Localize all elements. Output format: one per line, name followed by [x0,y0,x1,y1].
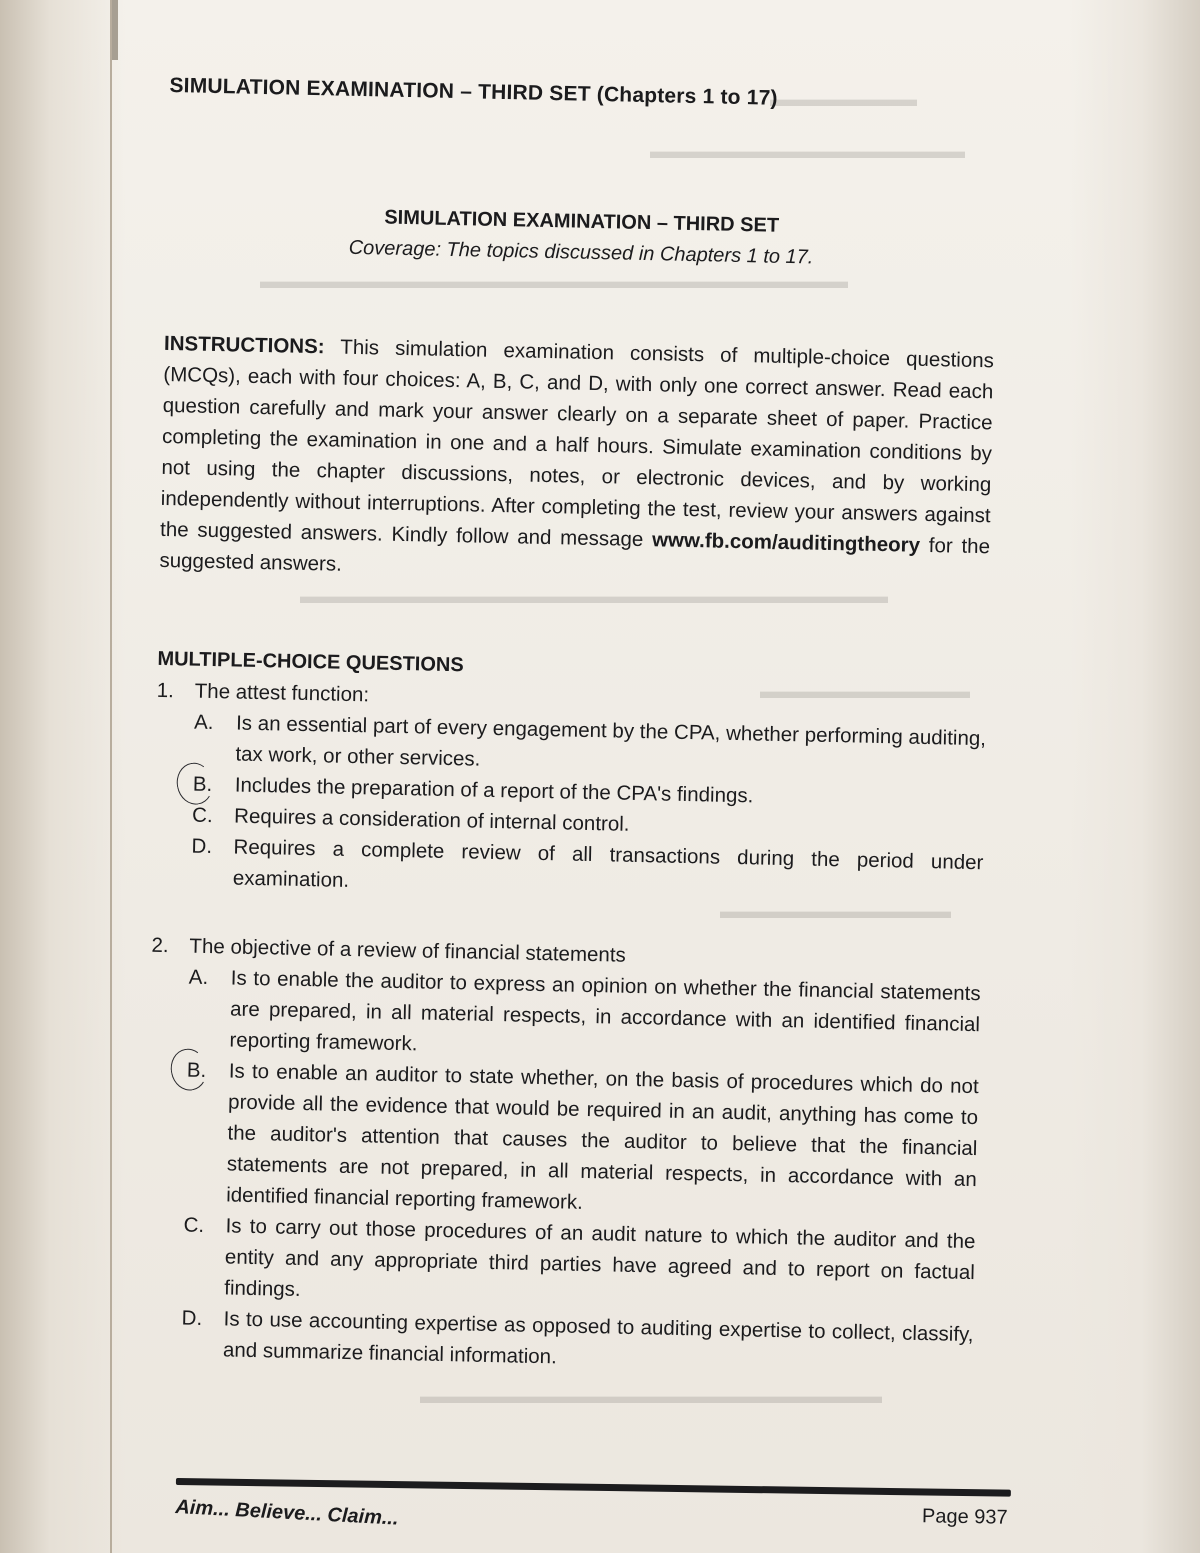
choice-text: Includes the preparation of a report of the CPA's findings. [234,773,754,808]
question-stem: The objective of a review of financial statements [189,934,627,967]
choice-text: Is to use accounting expertise as opposed to auditing expertise to collect, classify, and summarize financial information. [222,1307,974,1369]
choice-a [187,962,981,1072]
choice-text: Is an essential part of every engagement by the CPA, whether performing auditing, tax work, or other services. [235,711,987,771]
bleed-through-texture: ▬▬▬▬▬▬▬▬▬▬▬▬▬▬▬▬▬▬▬▬▬▬▬▬▬▬▬▬ [300,585,888,608]
choice-letter: D. [191,834,213,859]
choice-letter: A. [188,965,209,989]
question-number: 1. [156,678,175,703]
page-shadow-left [0,0,125,1553]
scan-mark [112,0,118,60]
choice-text: Is to enable an auditor to state whether, on the basis of procedures which do not provide all the evidence that would be required in an audit, anything has come to the auditor's attention that causes the auditor to believe that the financial statements are not prepared, in all material respects, in accordance with an identified financial reporting framework. [226,1059,979,1214]
question-2 [143,930,982,1381]
choice-letter: B. [186,1058,207,1082]
choice-text: Is to enable the auditor to express an opinion on whether the financial statements are prepared, in all material respects, in accordance with an identified financial reporting framework. [229,966,981,1056]
question-stem: The attest function: [194,679,370,707]
choice-b [184,1055,979,1227]
choice-letter: A. [193,710,214,735]
choice-letter: C. [191,803,213,828]
choice-text: Requires a consideration of internal control. [233,804,630,836]
choice-c [182,1210,976,1320]
page-edge-line [110,0,112,1553]
instructions-label: INSTRUCTIONS: [163,331,325,359]
exam-coverage: Coverage: The topics discussed in Chapters 1 to 17. [348,236,814,269]
page-content [143,60,1000,1381]
footer-rule [176,1478,1011,1497]
running-header: SIMULATION EXAMINATION – THIRD SET (Chapters 1 to 17) [169,73,778,110]
bleed-through-texture: ▬▬▬▬▬▬▬▬▬▬▬ [720,900,951,923]
choice-text: Is to carry out those procedures of an audit nature to which the auditor and the entity and any appropriate third parties have agreed and to report on factual findings. [224,1214,976,1302]
instructions-text-end: for the suggested answers. [159,533,991,576]
choice-letter: B. [192,772,213,797]
question-number: 2. [151,933,169,958]
choice-letter: D. [181,1306,203,1330]
bleed-through-texture: ▬▬▬▬▬▬▬▬▬▬ [760,680,970,703]
question-1 [153,675,987,909]
instructions-paragraph [159,328,994,593]
choice-text: Requires a complete review of all transactions during the period under examination. [232,835,984,892]
choice-letter: C. [183,1213,205,1237]
bleed-through-texture: ▬▬▬▬▬▬▬ [770,88,917,111]
facebook-link[interactable]: www.fb.com/auditingtheory [651,528,921,557]
instructions-text: This simulation examination consists of multiple-choice questions (MCQs), each with four choices: A, B, C, and D, with only one correct answer. Read each question carefully and mark your answer clearly on a separate sheet of paper. Practice completing the examination in one and a half hours. Simulate examination conditions by not using the chapter discussions, notes, or electronic devices, and by working independently without interruptions. After completing the test, review your answers against the suggested answers. Kindly follow and message [159,335,995,552]
footer-motto: Aim... Believe... Claim... [174,1496,400,1530]
bleed-through-texture: ▬▬▬▬▬▬▬▬▬▬▬▬▬▬▬ [650,140,965,163]
page-shadow-right [1070,0,1200,1553]
section-heading: MULTIPLE-CHOICE QUESTIONS [157,647,464,677]
bleed-through-texture: ▬▬▬▬▬▬▬▬▬▬▬▬▬▬▬▬▬▬▬▬▬▬ [420,1385,882,1408]
page-number: Page 937 [922,1505,1009,1529]
exam-title: SIMULATION EXAMINATION – THIRD SET [384,206,780,237]
bleed-through-texture: ▬▬▬▬▬▬▬▬▬▬▬▬▬▬▬▬▬▬▬▬▬▬▬▬▬▬▬▬ [260,270,848,293]
